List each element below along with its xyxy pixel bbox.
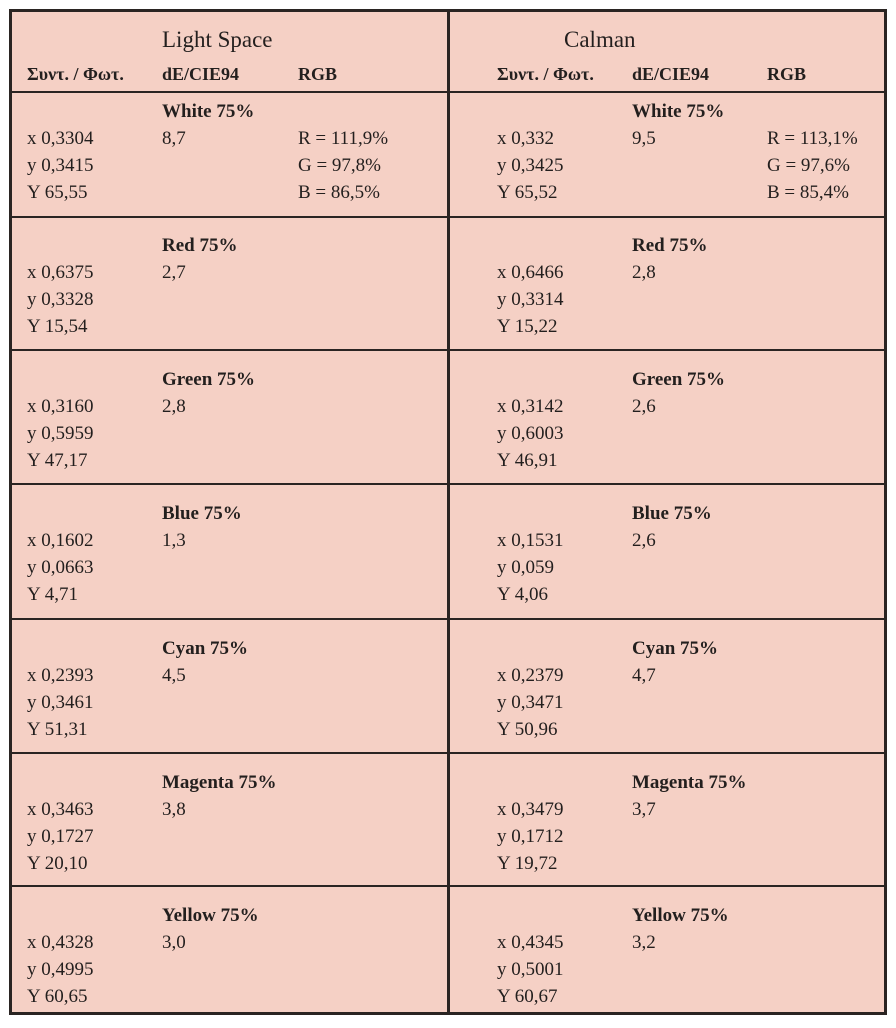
patch-name: Cyan 75% <box>632 638 719 659</box>
calman-column <box>450 12 886 1012</box>
patch-cyan <box>450 631 886 761</box>
x-coordinate: x 0,1531 <box>497 530 564 551</box>
delta-e: 3,8 <box>162 799 186 820</box>
patch-name: White 75% <box>162 101 255 122</box>
x-coordinate: x 0,3160 <box>27 396 94 417</box>
y-coordinate: y 0,6003 <box>497 423 564 444</box>
delta-e: 3,0 <box>162 932 186 953</box>
luminance: Y 60,65 <box>27 986 88 1007</box>
patch-name: Magenta 75% <box>632 772 747 793</box>
x-coordinate: x 0,332 <box>497 128 554 149</box>
patch-name: Yellow 75% <box>632 905 729 926</box>
rgb-header: RGB <box>298 64 338 84</box>
x-coordinate: x 0,4328 <box>27 932 94 953</box>
rgb-b: B = 85,4% <box>767 182 849 203</box>
rgb-r: R = 111,9% <box>298 128 389 149</box>
luminance: Y 65,55 <box>27 182 88 203</box>
delta-e: 2,6 <box>632 530 656 551</box>
x-coordinate: x 0,3142 <box>497 396 564 417</box>
rgb-g: G = 97,8% <box>298 155 382 176</box>
rgb-r: R = 113,1% <box>767 128 858 149</box>
delta-e: 2,8 <box>632 262 656 283</box>
luminance: Y 65,52 <box>497 182 558 203</box>
luminance: Y 50,96 <box>497 719 558 740</box>
luminance: Y 15,22 <box>497 316 558 337</box>
x-coordinate: x 0,6375 <box>27 262 94 283</box>
y-coordinate: y 0,3328 <box>27 289 94 310</box>
delta-e: 2,7 <box>162 262 186 283</box>
rgb-header: RGB <box>767 64 807 84</box>
luminance: Y 46,91 <box>497 450 558 471</box>
y-coordinate: y 0,3425 <box>497 155 564 176</box>
patch-name: White 75% <box>632 101 725 122</box>
patch-name: Yellow 75% <box>162 905 259 926</box>
y-coordinate: y 0,1727 <box>27 826 94 847</box>
patch-name: Green 75% <box>632 369 726 390</box>
patch-red <box>12 228 448 358</box>
luminance: Y 19,72 <box>497 853 558 874</box>
luminance: Y 15,54 <box>27 316 88 337</box>
delta-e: 9,5 <box>632 128 656 149</box>
luminance: Y 60,67 <box>497 986 558 1007</box>
patch-blue <box>12 496 448 626</box>
measurement-table <box>9 9 887 1015</box>
coords-header: Συντ. / Φωτ. <box>27 64 124 84</box>
patch-name: Cyan 75% <box>162 638 249 659</box>
column-title: Light Space <box>162 27 273 52</box>
y-coordinate: y 0,5959 <box>27 423 94 444</box>
light-space-column <box>12 12 448 1012</box>
patch-cyan <box>12 631 448 761</box>
x-coordinate: x 0,2379 <box>497 665 564 686</box>
y-coordinate: y 0,3314 <box>497 289 564 310</box>
patch-name: Red 75% <box>632 235 708 256</box>
delta-e: 1,3 <box>162 530 186 551</box>
luminance: Y 4,71 <box>27 584 79 605</box>
delta-e: 2,8 <box>162 396 186 417</box>
patch-name: Blue 75% <box>632 503 712 524</box>
delta-e: 2,6 <box>632 396 656 417</box>
luminance: Y 51,31 <box>27 719 88 740</box>
x-coordinate: x 0,2393 <box>27 665 94 686</box>
delta-e: 8,7 <box>162 128 186 149</box>
patch-magenta <box>12 765 448 895</box>
patch-white <box>450 94 886 224</box>
coords-header: Συντ. / Φωτ. <box>497 64 594 84</box>
delta-e: 4,7 <box>632 665 656 686</box>
column-title: Calman <box>564 27 636 52</box>
patch-yellow <box>450 898 886 1028</box>
patch-red <box>450 228 886 358</box>
delta-e: 3,7 <box>632 799 656 820</box>
rgb-b: B = 86,5% <box>298 182 380 203</box>
patch-magenta <box>450 765 886 895</box>
patch-name: Red 75% <box>162 235 238 256</box>
x-coordinate: x 0,4345 <box>497 932 564 953</box>
y-coordinate: y 0,3471 <box>497 692 564 713</box>
x-coordinate: x 0,1602 <box>27 530 94 551</box>
x-coordinate: x 0,3463 <box>27 799 94 820</box>
x-coordinate: x 0,3304 <box>27 128 94 149</box>
patch-name: Green 75% <box>162 369 256 390</box>
y-coordinate: y 0,3461 <box>27 692 94 713</box>
y-coordinate: y 0,059 <box>497 557 554 578</box>
patch-blue <box>450 496 886 626</box>
x-coordinate: x 0,3479 <box>497 799 564 820</box>
luminance: Y 47,17 <box>27 450 88 471</box>
rgb-g: G = 97,6% <box>767 155 851 176</box>
luminance: Y 20,10 <box>27 853 88 874</box>
de-header: dE/CIE94 <box>162 64 240 84</box>
y-coordinate: y 0,1712 <box>497 826 564 847</box>
patch-green <box>12 362 448 492</box>
patch-yellow <box>12 898 448 1028</box>
patch-name: Blue 75% <box>162 503 242 524</box>
delta-e: 4,5 <box>162 665 186 686</box>
y-coordinate: y 0,5001 <box>497 959 564 980</box>
delta-e: 3,2 <box>632 932 656 953</box>
de-header: dE/CIE94 <box>632 64 710 84</box>
y-coordinate: y 0,3415 <box>27 155 94 176</box>
y-coordinate: y 0,4995 <box>27 959 94 980</box>
y-coordinate: y 0,0663 <box>27 557 94 578</box>
patch-green <box>450 362 886 492</box>
patch-name: Magenta 75% <box>162 772 277 793</box>
x-coordinate: x 0,6466 <box>497 262 564 283</box>
patch-white <box>12 94 448 224</box>
luminance: Y 4,06 <box>497 584 549 605</box>
